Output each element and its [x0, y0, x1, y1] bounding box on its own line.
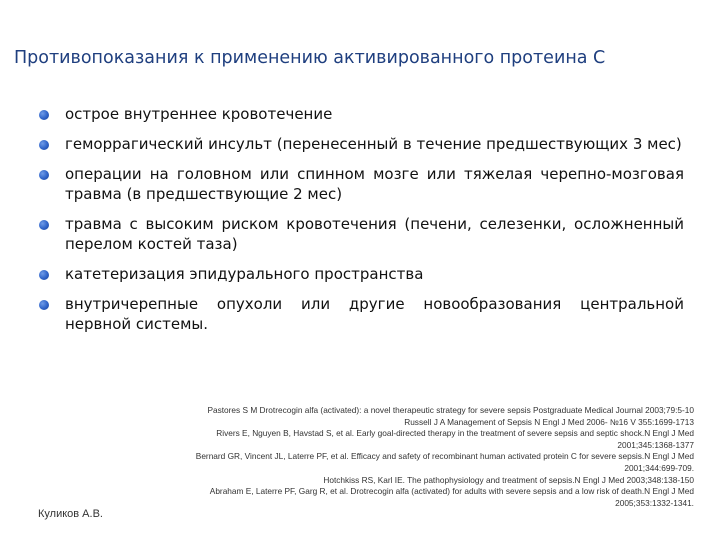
bullet-text: острое внутреннее кровотечение: [65, 105, 333, 123]
bullet-dot-icon: [39, 270, 49, 280]
bullet-list: [38, 104, 684, 344]
author-name: Куликов А.В.: [38, 508, 103, 520]
references-block: [54, 405, 694, 509]
bullet-dot-icon: [39, 140, 49, 150]
bullet-text: геморрагический инсульт (перенесенный в течение предшествующих 3 мес): [65, 135, 682, 153]
reference-line: Russell J A Management of Sepsis N Engl J Med 2006- №16 V 355:1699-1713: [404, 416, 694, 427]
bullet-item: [38, 214, 684, 254]
slide-title: Противопоказания к применению активированного протеина С: [14, 48, 606, 68]
bullet-item: [38, 134, 684, 154]
bullet-dot-icon: [39, 220, 49, 230]
reference-line: Pastores S M Drotrecogin alfa (activated): a novel therapeutic strategy for severe sepsis Postgraduate Medical Journal 2003;79:5-10: [207, 405, 694, 415]
bullet-text: внутричерепные опухоли или другие новообразования центральной нервной системы.: [65, 295, 684, 333]
bullet-dot-icon: [39, 170, 49, 180]
reference-line: 2005;353:1332-1341.: [615, 497, 694, 508]
bullet-item: [38, 294, 684, 334]
bullet-text: катетеризация эпидурального пространства: [65, 265, 424, 283]
bullet-dot-icon: [39, 110, 49, 120]
reference-line: 2001;345:1368-1377: [617, 439, 694, 450]
reference-line: Rivers E, Nguyen B, Havstad S, et al. Early goal-directed therapy in the treatment of severe sepsis and septic shock.N Engl J Med: [216, 428, 694, 439]
bullet-item: [38, 104, 684, 124]
bullet-dot-icon: [39, 300, 49, 310]
bullet-text: операции на головном или спинном мозге или тяжелая черепно-мозговая травма (в предшествующие 2 мес): [65, 165, 684, 203]
reference-line: Abraham E, Laterre PF, Garg R, et al. Drotrecogin alfa (activated) for adults with severe sepsis and a low risk of death.N Engl J Med: [209, 486, 694, 497]
reference-line: Hotchkiss RS, Karl IE. The pathophysiology and treatment of sepsis.N Engl J Med 2003;348:138-150: [323, 474, 694, 485]
bullet-text: травма с высоким риском кровотечения (печени, селезенки, осложненный перелом костей таза): [65, 215, 684, 253]
bullet-item: [38, 164, 684, 204]
reference-line: 2001;344:699-709.: [624, 462, 694, 473]
bullet-item: [38, 264, 684, 284]
reference-line: Bernard GR, Vincent JL, Laterre PF, et al. Efficacy and safety of recombinant human activated protein C for severe sepsis.N Engl J Med: [195, 451, 694, 462]
